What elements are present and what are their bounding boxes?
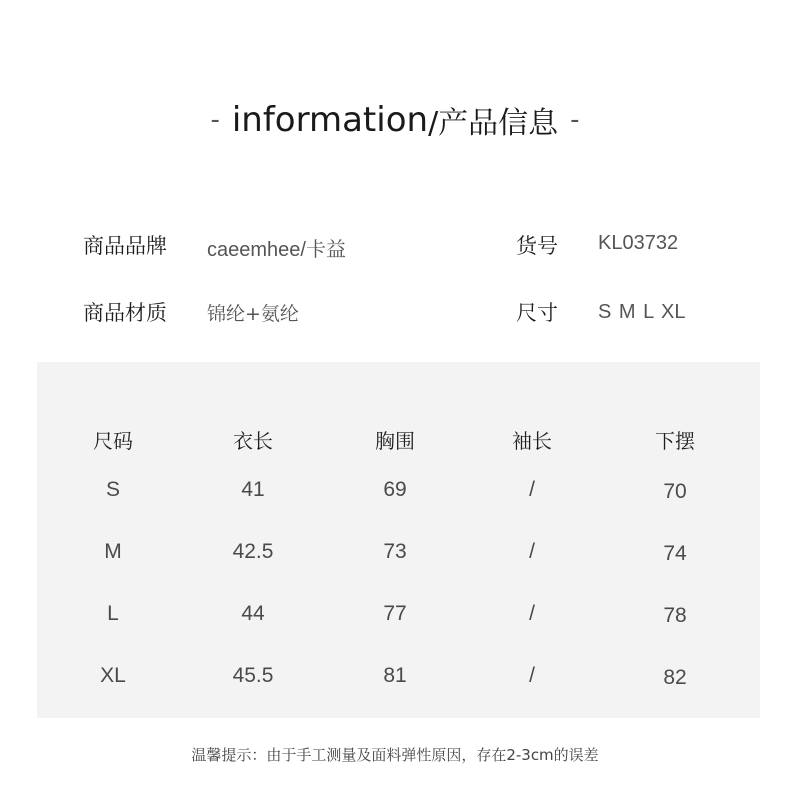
material-label: 商品材质: [83, 301, 167, 325]
cell-sleeve: /: [529, 478, 535, 501]
header-size: 尺码: [93, 429, 133, 453]
cell-hem: 74: [663, 542, 687, 565]
cell-size: L: [107, 602, 119, 625]
header-sleeve: 袖长: [512, 429, 552, 453]
cell-length: 42.5: [232, 540, 274, 563]
brand-label: 商品品牌: [83, 234, 167, 258]
page-title: [0, 96, 790, 144]
cell-sleeve: /: [529, 664, 535, 687]
cell-hem: 78: [663, 604, 687, 627]
cell-size: XL: [100, 664, 126, 687]
cell-hem: 82: [663, 666, 687, 689]
cell-bust: 69: [383, 478, 407, 501]
header-hem: 下摆: [655, 429, 695, 453]
measurement-note: 温馨提示：由于手工测量及面料弹性原因，存在2-3cm的误差: [191, 746, 599, 764]
title-dash-left: -: [210, 105, 220, 135]
title-chinese: /产品信息: [428, 106, 559, 141]
size-value: S M L XL: [598, 301, 686, 323]
cell-size: M: [104, 540, 122, 563]
cell-length: 44: [241, 602, 265, 625]
cell-length: 45.5: [232, 664, 274, 687]
title-english: information: [231, 100, 429, 140]
brand-value: caeemhee/卡益: [207, 239, 346, 261]
cell-sleeve: /: [529, 540, 535, 563]
material-value: 锦纶+氨纶: [207, 303, 299, 325]
cell-length: 41: [241, 478, 265, 501]
item-number-value: KL03732: [598, 232, 679, 254]
size-chart-table: [37, 362, 760, 718]
title-dash-right: -: [570, 105, 580, 135]
cell-bust: 73: [383, 540, 407, 563]
cell-bust: 81: [383, 664, 407, 687]
cell-size: S: [105, 478, 120, 501]
cell-sleeve: /: [529, 602, 535, 625]
item-number-label: 货号: [516, 234, 558, 258]
cell-bust: 77: [383, 602, 407, 625]
size-label: 尺寸: [516, 301, 558, 325]
header-bust: 胸围: [375, 429, 415, 453]
cell-hem: 70: [663, 480, 687, 503]
header-length: 衣长: [233, 429, 273, 453]
